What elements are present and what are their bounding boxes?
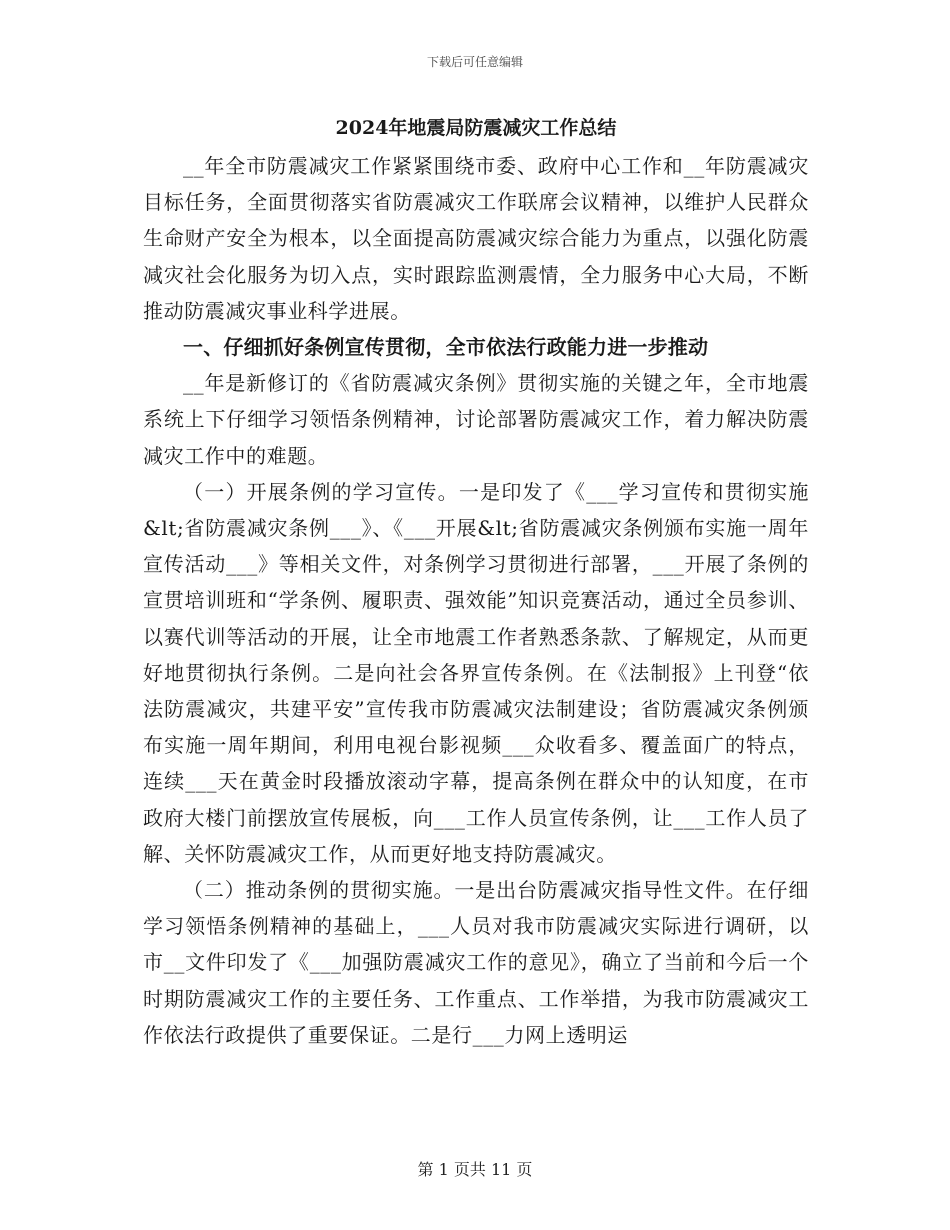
section-1-heading: 一、仔细抓好条例宣传贯彻，全市依法行政能力进一步推动 bbox=[183, 335, 709, 360]
header-note: 下载后可任意编辑 bbox=[426, 55, 523, 69]
subsection-1-paragraph: （一）开展条例的学习宣传。一是印发了《___学习宣传和贯彻实施&lt;省防震减灾条例___》、《___开展&lt;省防震减灾条例颁布实施一周年宣传活动___》等相关文件，对条例学习贯彻进行部署，___开展了条例的宣贯培训班和“学条例、履职责、强效能”知识竞赛活动，通过全员参训、以赛代训等活动的开展，让全市地震工作者熟悉条款、了解规定，从而更好地贯彻执行条例。二是向社会各界宣传条例。在《法制报》上刊登“依法防震减灾，共建平安”宣传我市防震减灾法制建设；省防震减灾条例颁布实施一周年期间，利用电视台影视频___众收看多、覆盖面广的特点，连续___天在黄金时段播放滚动字幕，提高条例在群众中的认知度，在市政府大楼门前摆放宣传展板，向___工作人员宣传条例，让___工作人员了解、关怀防震减灾工作，从而更好地支持防震减灾。 bbox=[143, 479, 809, 866]
intro-paragraph: __年全市防震减灾工作紧紧围绕市委、政府中心工作和__年防震减灾目标任务，全面贯彻落实省防震减灾工作联席会议精神，以维护人民群众生命财产安全为根本，以全面提高防震减灾综合能力为重点，以强化防震减灾社会化服务为切入点，实时跟踪监测震情，全力服务中心大局，不断推动防震减灾事业科学进展。 bbox=[143, 154, 809, 323]
page-number: 第 1 页共 11 页 bbox=[417, 1160, 533, 1179]
section-1-intro-paragraph: __年是新修订的《省防震减灾条例》贯彻实施的关键之年，全市地震系统上下仔细学习领悟条例精神，讨论部署防震减灾工作，着力解决防震减灾工作中的难题。 bbox=[143, 371, 809, 468]
document-title: 2024年地震局防震减灾工作总结 bbox=[335, 117, 617, 139]
document-body bbox=[143, 108, 809, 1053]
subsection-2-paragraph: （二）推动条例的贯彻实施。一是出台防震减灾指导性文件。在仔细学习领悟条例精神的基础上，___人员对我市防震减灾实际进行调研，以市__文件印发了《___加强防震减灾工作的意见》，确立了当前和今后一个时期防震减灾工作的主要任务、工作重点、工作举措，为我市防震减灾工作依法行政提供了重要保证。二是行___力网上透明运 bbox=[143, 878, 809, 1047]
